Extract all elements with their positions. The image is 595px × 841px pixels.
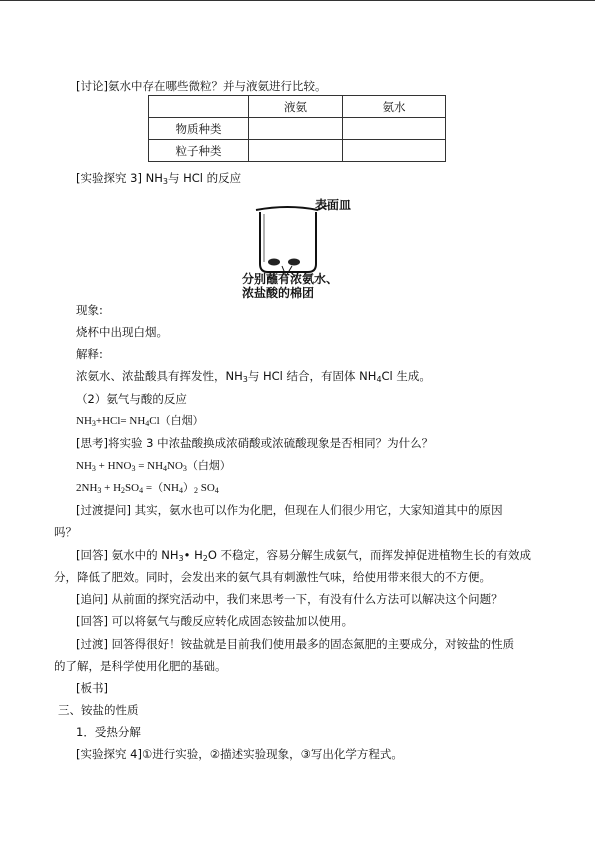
comparison-table (148, 95, 446, 162)
cotton-label-line2: 浓盐酸的棉团 (242, 286, 315, 300)
think-question: [思考]将实验 3 中浓盐酸换成浓硝酸或浓硫酸现象是否相同？为什么？ (76, 436, 434, 450)
board-heading: [板书] (76, 681, 108, 695)
experiment4-text: [实验探究 4]①进行实验，②描述实验现象，③写出化学方程式。 (76, 747, 403, 761)
follow-up-question: [追问] 从前面的探究活动中，我们来思考一下，有没有什么方法可以解决这个问题？ (76, 592, 503, 606)
table-cell (343, 118, 446, 140)
cotton-label-line1: 分别蘸有浓氨水、 (242, 272, 339, 286)
discussion-text: [讨论]氨水中存在哪些微粒？并与液氨进行比较。 (76, 79, 327, 93)
table-row (149, 118, 446, 140)
transition-question-line1: [过渡提问] 其实，氨水也可以作为化肥，但现在人们很少用它，大家知道其中的原因 (76, 503, 503, 517)
explanation-title: 解释: (76, 347, 103, 361)
dish-label: 表面皿 (315, 198, 352, 212)
table-cell (343, 140, 446, 162)
table-header-cell (149, 96, 249, 118)
section-3-heading: 三、铵盐的性质 (58, 703, 139, 717)
table-header-cell: 氨水 (343, 96, 446, 118)
item-1-heading: 1．受热分解 (76, 725, 141, 739)
table-header-row (149, 96, 446, 118)
table-header-cell: 液氨 (249, 96, 343, 118)
table-row (149, 140, 446, 162)
answer1-line1: [回答] 氨水中的 $NH_3•$ $H_2O$ 不稳定，容易分解生成氨气，而挥发掉促进植物生长的有效成 (76, 548, 532, 563)
table-cell: 粒子种类 (149, 140, 249, 162)
phenomenon-title: 现象: (76, 303, 103, 317)
equation-nh3-h2so4: $2NH_3 + H_2SO_4 =(NH_4)_2$ $SO_4$ (76, 482, 219, 495)
table-cell (249, 118, 343, 140)
table-cell: 物质种类 (149, 118, 249, 140)
transition2-line2: 的了解，是科学使用化肥的基础。 (54, 659, 227, 673)
section-2-heading: （2）氨气与酸的反应 (76, 392, 187, 406)
answer2: [回答] 可以将氨气与酸反应转化成固态铵盐加以使用。 (76, 614, 354, 628)
transition-question-line2: 吗？ (54, 525, 77, 539)
phenomenon-text: 烧杯中出现白烟。 (76, 325, 168, 339)
answer1-line2: 分，降低了肥效。同时，会发出来的氨气具有刺激性气味，给使用带来很大的不方便。 (54, 570, 491, 584)
equation-nh3-hcl: $NH_3+HCl= NH_4Cl$（白烟） (76, 415, 204, 428)
explanation-text: 浓氨水、浓盐酸具有挥发性，$NH_3$与 HCl 结合，有固体 $NH_4Cl$ 生成。 (76, 369, 431, 384)
page-top-rule (0, 0, 595, 1)
equation-nh3-hno3: $NH_3 + HNO_3 = NH_4NO_3$（白烟） (76, 460, 231, 473)
experiment3-heading: [实验探究 3] $NH_3$与 HCl 的反应 (76, 171, 242, 186)
table-cell (249, 140, 343, 162)
beaker-figure (238, 196, 378, 300)
transition2-line1: [过渡] 回答得很好！铵盐就是目前我们使用最多的固态氮肥的主要成分，对铵盐的性质 (76, 637, 515, 651)
